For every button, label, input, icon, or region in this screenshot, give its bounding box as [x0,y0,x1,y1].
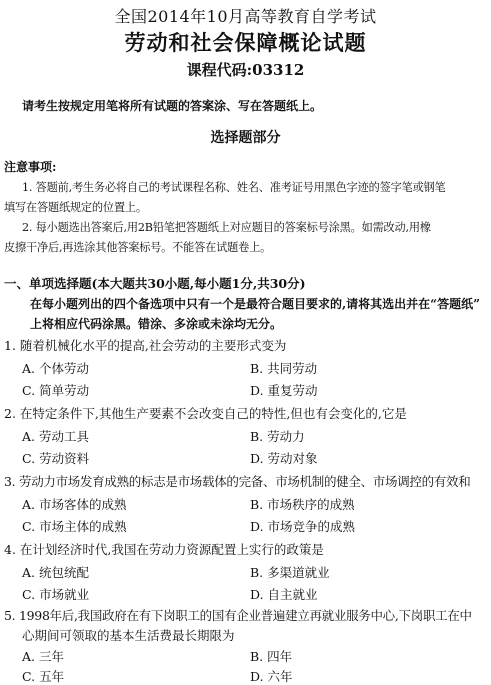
question-stem: 4. 在计划经济时代,我国在劳动力资源配置上实行的政策是 [4,542,324,557]
option-d: D. 自主就业 [250,587,318,602]
notice-line: 填写在答题纸规定的位置上。 [4,201,147,214]
course-code: 课程代码:03312 [186,61,305,79]
question-stem: 2. 在特定条件下,其他生产要素不会改变自己的特性,但也有会变化的,它是 [4,406,407,421]
notice-line: 1. 答题前,考生务必将自己的考试课程名称、姓名、准考证号用黑色字迹的签字笔或钢笔 [22,181,446,194]
option-c: C. 简单劳动 [22,383,90,398]
notice-heading: 注意事项: [4,160,57,174]
question-stem: 1. 随着机械化水平的提高,社会劳动的主要形式变为 [4,338,287,353]
question-stem: 3. 劳动力市场发育成熟的标志是市场载体的完备、市场机制的健全、市场调控的有效和 [4,474,471,489]
option-d: D. 六年 [250,669,293,684]
answer-instruction: 请考生按规定用笔将所有试题的答案涂、写在答题纸上。 [22,99,323,113]
subject-title: 劳动和社会保障概论试题 [124,30,367,55]
part-instruction: 上将相应代码涂黑。错涂、多涂或未涂均无分。 [30,317,283,331]
option-c: C. 劳动资料 [22,451,90,466]
option-b: B. 市场秩序的成熟 [250,497,355,512]
option-a: A. 三年 [22,649,64,664]
option-c: C. 市场主体的成熟 [22,519,127,534]
option-c: C. 市场就业 [22,587,90,602]
option-b: B. 多渠道就业 [250,565,330,580]
question-stem-continued: 心期间可领取的基本生活费最长期限为 [22,628,235,643]
option-d: D. 市场竞争的成熟 [250,519,356,534]
option-d: D. 重复劳动 [250,383,318,398]
option-d: D. 劳动对象 [250,451,318,466]
question-stem: 5. 1998年后,我国政府在有下岗职工的国有企业普遍建立再就业服务中心,下岗职工在中 [4,608,472,623]
part-heading: 一、单项选择题(本大题共30小题,每小题1分,共30分) [4,276,306,291]
option-a: A. 劳动工具 [22,429,89,444]
part-instruction: 在每小题列出的四个备选项中只有一个是最符合题目要求的,请将其选出并在“答题纸” [30,297,480,311]
option-b: B. 劳动力 [250,429,305,444]
notice-line: 皮擦干净后,再选涂其他答案标号。不能答在试题卷上。 [4,241,272,254]
exam-title: 全国2014年10月高等教育自学考试 [114,7,377,26]
option-b: B. 共同劳动 [250,361,318,376]
option-a: A. 个体劳动 [22,361,89,376]
option-a: A. 市场客体的成熟 [22,497,127,512]
option-a: A. 统包统配 [22,565,89,580]
section-title: 选择题部分 [210,130,281,146]
option-b: B. 四年 [250,649,293,664]
notice-line: 2. 每小题选出答案后,用2B铅笔把答题纸上对应题目的答案标号涂黑。如需改动,用橡 [22,221,431,234]
option-c: C. 五年 [22,669,65,684]
